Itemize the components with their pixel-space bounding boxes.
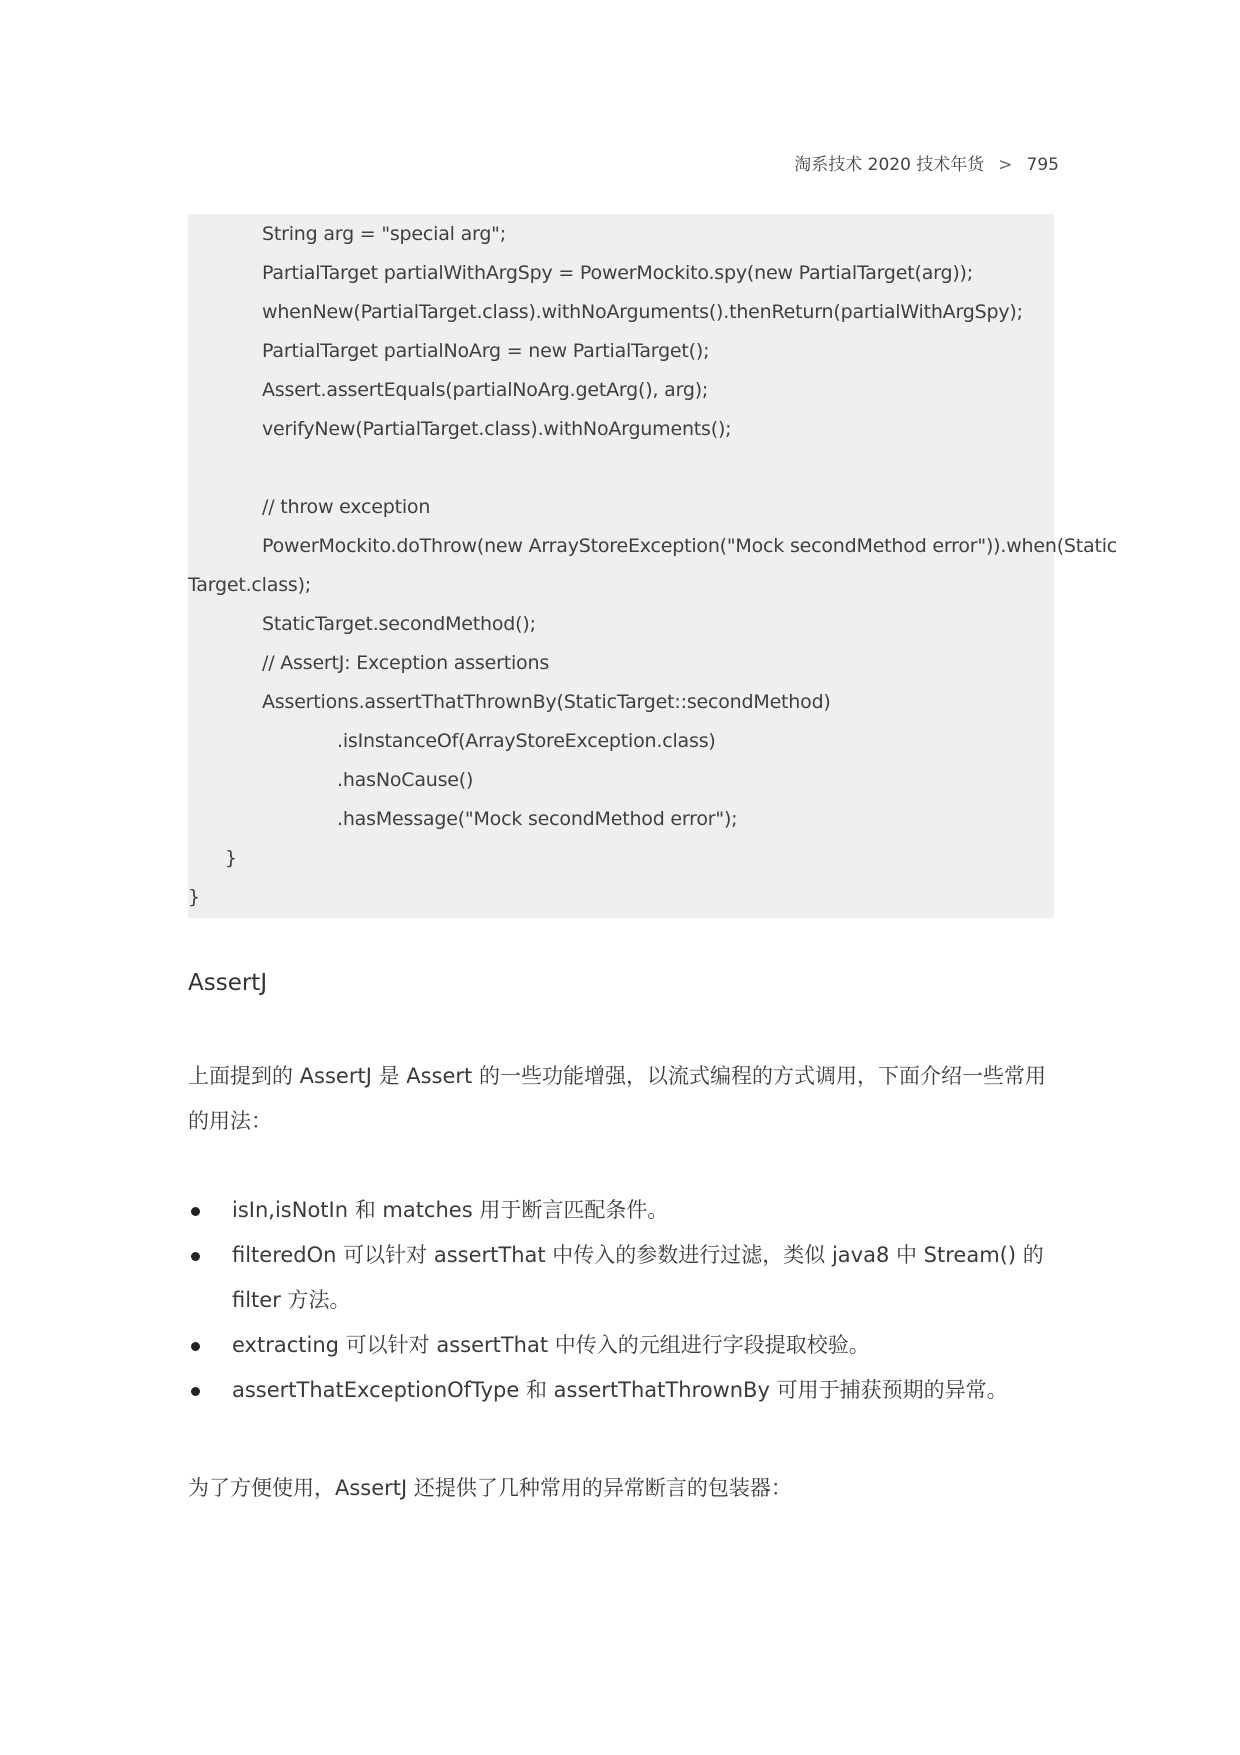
list-item-text: extracting 可以针对 assertThat 中传入的元组进行字段提取校验。	[232, 1333, 870, 1357]
bullet-dot-icon	[191, 1387, 200, 1396]
wrapper-paragraph: 为了方便使用，AssertJ 还提供了几种常用的异常断言的包装器：	[188, 1476, 792, 1500]
code-line: }	[225, 847, 237, 869]
list-item	[188, 1188, 1054, 1233]
code-line: .hasNoCause()	[337, 769, 474, 791]
list-item	[188, 1323, 1054, 1368]
code-line: PartialTarget partialNoArg = new PartialTarget();	[262, 340, 710, 362]
code-block	[188, 214, 1118, 918]
bullet-dot-icon	[191, 1207, 200, 1216]
code-line: Target.class);	[188, 574, 312, 596]
header-separator: >	[998, 155, 1013, 175]
list-item	[188, 1368, 1054, 1413]
page-header	[794, 150, 1059, 175]
feature-list	[188, 1188, 1054, 1413]
code-line: Assertions.assertThatThrownBy(StaticTarget::secondMethod)	[262, 691, 831, 713]
code-line: .hasMessage("Mock secondMethod error");	[337, 808, 738, 830]
page-number: 795	[1026, 155, 1059, 175]
code-line: .isInstanceOf(ArrayStoreException.class)	[337, 730, 716, 752]
code-line: }	[188, 886, 200, 908]
list-item-text: filteredOn 可以针对 assertThat 中传入的参数进行过滤，类似 java8 中 Stream() 的 filter 方法。	[232, 1243, 1044, 1312]
code-line: verifyNew(PartialTarget.class).withNoArguments();	[262, 418, 732, 440]
list-item	[188, 1233, 1054, 1323]
bullet-dot-icon	[191, 1252, 200, 1261]
intro-paragraph: 上面提到的 AssertJ 是 Assert 的一些功能增强，以流式编程的方式调用，下面介绍一些常用的用法：	[188, 1064, 1046, 1133]
header-title: 淘系技术 2020 技术年货	[794, 155, 985, 175]
code-line: PowerMockito.doThrow(new ArrayStoreException("Mock secondMethod error")).when(Static	[262, 535, 1118, 557]
list-item-text: assertThatExceptionOfType 和 assertThatThrownBy 可用于捕获预期的异常。	[232, 1378, 1008, 1402]
code-line: StaticTarget.secondMethod();	[262, 613, 536, 635]
code-line: whenNew(PartialTarget.class).withNoArguments().thenReturn(partialWithArgSpy);	[262, 301, 1023, 323]
code-line: Assert.assertEquals(partialNoArg.getArg(), arg);	[262, 379, 709, 401]
code-line: PartialTarget partialWithArgSpy = PowerMockito.spy(new PartialTarget(arg));	[262, 262, 973, 284]
list-item-text: isIn,isNotIn 和 matches 用于断言匹配条件。	[232, 1198, 669, 1222]
code-line: String arg = "special arg";	[262, 223, 506, 245]
bullet-dot-icon	[191, 1342, 200, 1351]
code-line: // AssertJ: Exception assertions	[262, 652, 550, 674]
code-line: // throw exception	[262, 496, 431, 518]
section-title: AssertJ	[188, 970, 268, 996]
